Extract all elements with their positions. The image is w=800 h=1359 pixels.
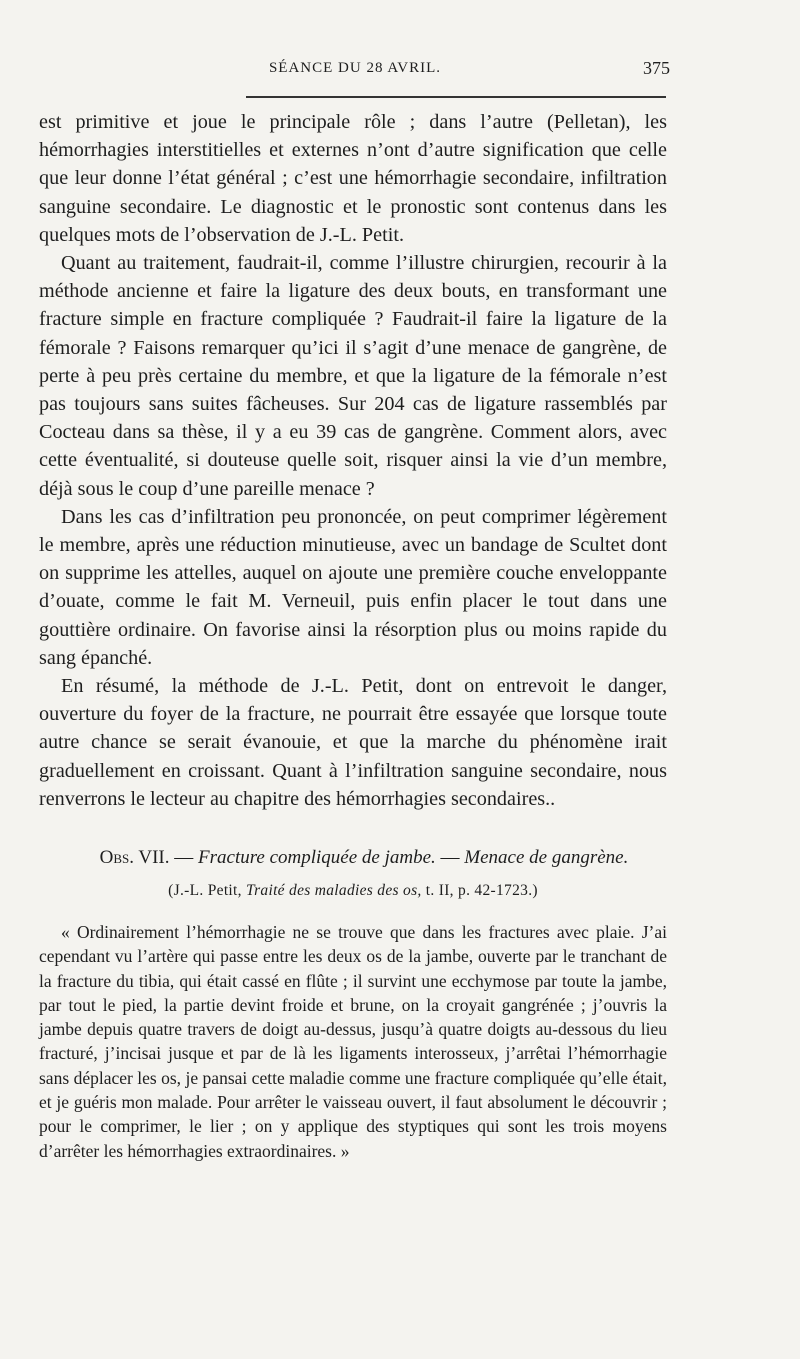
- main-text: [39, 108, 667, 813]
- running-head-title: SÉANCE DU 28 AVRIL.: [268, 60, 442, 76]
- source-reference: t. II, p. 42-1723.): [425, 882, 538, 899]
- source-work: Traité des maladies des os,: [246, 882, 422, 899]
- paragraph-2: Quant au traitement, faudrait-il, comme l’illustre chirurgien, recourir à la méthode ancienne et faire la ligature des deux bouts, en transformant une fracture simple en fracture compliquée ? Faudrait-il faire la ligature de la fémorale ? Faisons remarquer qu’ici il s’agit d’une menace de gangrène, de perte à peu près certaine du membre, et que la ligature de la fémorale n’est pas toujours sans suites fâcheuses. Sur 204 cas de ligature rassemblés par Cocteau dans sa thèse, il y a eu 39 cas de gangrène. Comment alors, avec cette éventualité, si douteuse quelle soit, risquer ainsi la vie d’un membre, déjà sous le coup d’une pareille menace ?: [39, 252, 667, 500]
- paragraph-4: En résumé, la méthode de J.-L. Petit, dont on entrevoit le danger, ouverture du foyer de la fracture, ne pourrait être essayée que lorsque toute autre chance se serait évanouie, et que la marche du phénomène irait graduellement en croissant. Quant à l’infiltration sanguine secondaire, nous renverrons le lecteur au chapitre des hémorrhagies secondaires..: [39, 675, 667, 810]
- paragraph-3: Dans les cas d’infiltration peu prononcée, on peut comprimer légèrement le membre, après une réduction minutieuse, avec un bandage de Scultet dont on supprime les attelles, auquel on ajoute une première couche enveloppante d’ouate, comme le fait M. Verneuil, puis enfin placer le tout dans une gouttière ordinaire. On favorise ainsi la résorption plus ou moins rapide du sang épanché.: [39, 505, 667, 669]
- paragraph-1: est primitive et joue le principale rôle ; dans l’autre (Pelletan), les hémorrhagies interstitielles et externes n’ont d’autre signification que celle que leur donne l’état général ; c’est une hémorrhagie secondaire, infiltration sanguine secondaire. Le diagnostic et le pronostic sont contenus dans les quelques mots de l’observation de J.-L. Petit.: [39, 111, 667, 246]
- observation-subtitle: Menace de gangrène.: [464, 847, 629, 868]
- observation-label: Obs. VII. —: [99, 847, 194, 868]
- quote-paragraph: « Ordinairement l’hémorrhagie ne se trouve que dans les fractures avec plaie. J’ai cependant vu l’artère qui passe entre les deux os de la jambe, ouverte par le tranchant de la fracture du tibia, qui était cassé en flûte ; il survint une ecchymose par toute la jambe, par tout le pied, la partie devint froide et brune, on la croyait gangrénée ; j’ouvris la jambe depuis quatre travers de doigt au-dessus, jusqu’à quatre doigts au-dessous du lieu fracturé, j’incisai jusque et par de là les ligaments interosseux, j’arrêtai l’hémorrhagie sans déplacer les os, je pansai cette maladie comme une fracture compliquée qu’elle était, et je guéris mon malade. Pour arrêter le vaisseau ouvert, il faut absolument le découvrir ; pour le comprimer, le lier ; on y applique des styptiques qui sont les trois moyens d’arrêter les hémorrhagies extraordinaires. »: [39, 922, 667, 1161]
- quoted-passage: [39, 920, 667, 1163]
- page-number: 375: [643, 58, 670, 78]
- observation-source: [39, 880, 667, 902]
- source-author: (J.-L. Petit,: [168, 882, 242, 899]
- running-head: [40, 56, 670, 86]
- observation-heading: [39, 844, 667, 872]
- header-rule: [246, 96, 666, 98]
- observation-title: Fracture compliquée de jambe.: [198, 847, 436, 868]
- observation-dash: —: [440, 847, 460, 868]
